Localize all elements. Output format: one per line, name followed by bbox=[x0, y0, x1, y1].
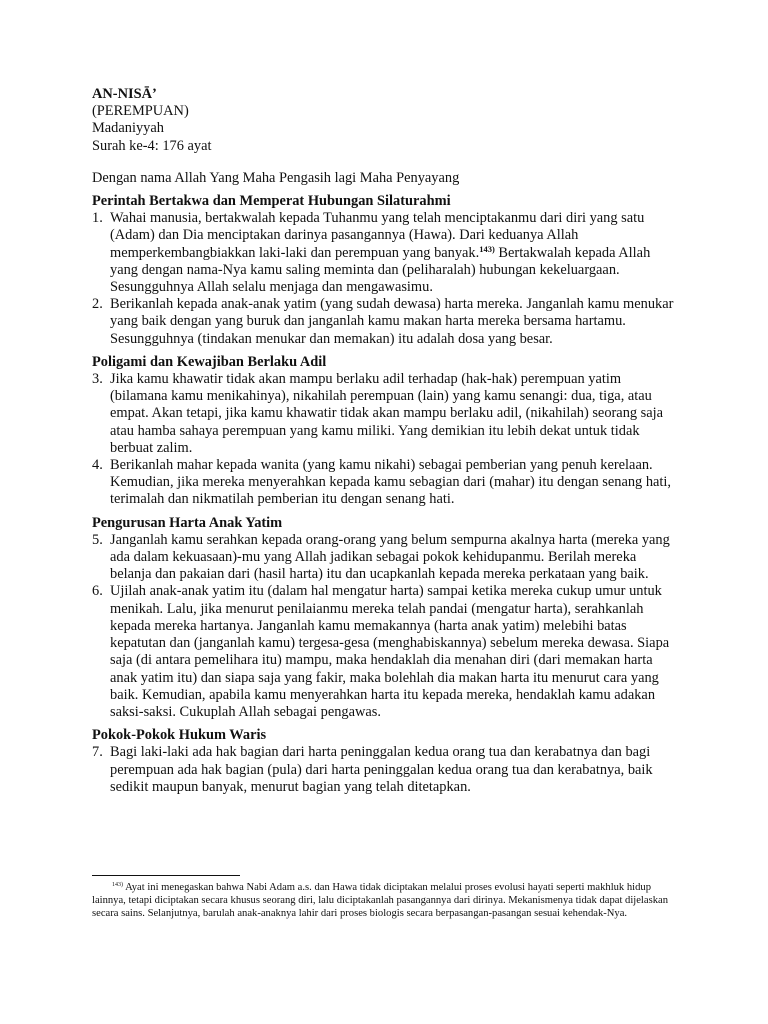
section-2 bbox=[92, 354, 676, 509]
verse-item bbox=[92, 457, 676, 509]
verse-item bbox=[92, 371, 676, 457]
verse-item bbox=[92, 532, 676, 584]
verse-text: Jika kamu khawatir tidak akan mampu berlaku adil terhadap (hak-hak) perempuan yatim (bilamana kamu menikahinya), nikahilah perempuan (lain) yang kamu senangi: dua, tiga, atau empat. Akan tetapi, jika kamu khawatir tidak akan mampu berlaku adil, (nikahilah) seorang saja atau hamba sahaya perempuan yang kamu miliki. Yang demikian itu lebih dekat untuk tidak berbuat zalim. bbox=[110, 371, 664, 456]
surah-title: AN-NISĀ’ bbox=[92, 86, 157, 102]
surah-place: Madaniyyah bbox=[92, 120, 164, 137]
verse-number: 7. bbox=[92, 744, 103, 761]
verse-number: 6. bbox=[92, 583, 103, 600]
verse-number: 1. bbox=[92, 210, 103, 227]
verse-item bbox=[92, 296, 676, 348]
verse-text: Berikanlah kepada anak-anak yatim (yang sudah dewasa) harta mereka. Janganlah kamu menukar yang baik dengan yang buruk dan janganlah kamu makan harta mereka bersama hartamu. Sesungguhnya (tindakan menukar dan memakan) itu adalah dosa yang besar. bbox=[110, 296, 674, 347]
verse-item bbox=[92, 210, 676, 296]
verse-number: 3. bbox=[92, 371, 103, 388]
section-1 bbox=[92, 193, 676, 348]
footnote bbox=[92, 881, 676, 921]
verse-text: Ujilah anak-anak yatim itu (dalam hal mengatur harta) sampai ketika mereka cukup umur untuk menikah. Lalu, jika menurut penilaianmu mereka telah pandai (mengatur harta), serahkanlah kepada mereka hartanya. Janganlah kamu memakannya (harta anak yatim) melebihi batas kepatutan dan (janganlah kamu) tergesa-gesa (menghabiskannya) sebelum mereka dewasa. Siapa saja (di antara pemelihara itu) mampu, maka hendaklah dia menahan diri (dari memakan harta anak yatim itu) dan siapa saja yang fakir, maka bolehlah dia makan harta itu menurut cara yang baik. Kemudian, apabila kamu menyerahkan harta itu kepada mereka, hendaklah kamu adakan saksi-saksi. Cukuplah Allah sebagai pengawas. bbox=[110, 583, 670, 720]
verse-item bbox=[92, 744, 676, 796]
footnote-text: Ayat ini menegaskan bahwa Nabi Adam a.s. dan Hawa tidak diciptakan melalui proses evolusi hayati seperti makhluk hidup lainnya, tetapi diciptakan secara khusus seorang diri, lalu diciptakanlah pasangannya dari dirinya. Mekanismenya tidak dapat dijelaskan secara sains. Selanjutnya, barulah anak-anaknya lahir dari proses biologis secara berpasangan-pasangan sesuai kehendak-Nya. bbox=[92, 882, 668, 920]
footnote-separator bbox=[92, 875, 240, 876]
footnote-number: 143) bbox=[112, 882, 123, 888]
verse-list bbox=[92, 210, 676, 348]
footnote-ref[interactable]: 143) bbox=[479, 243, 495, 254]
section-heading: Poligami dan Kewajiban Berlaku Adil bbox=[92, 353, 327, 370]
surah-info: Surah ke-4: 176 ayat bbox=[92, 137, 212, 154]
verse-list bbox=[92, 532, 676, 721]
section-3 bbox=[92, 515, 676, 721]
verse-number: 5. bbox=[92, 531, 103, 548]
section-heading: Perintah Bertakwa dan Memperat Hubungan Silaturahmi bbox=[92, 193, 451, 210]
verse-item bbox=[92, 583, 676, 721]
verse-text-continued: Bertakwalah kepada Allah yang dengan nama-Nya kamu saling meminta dan (peliharalah) hubungan kekeluargaan. Sesungguhnya Allah selalu menjaga dan mengawasimu. bbox=[110, 244, 651, 296]
surah-header bbox=[92, 86, 676, 155]
section-heading: Pokok-Pokok Hukum Waris bbox=[92, 727, 267, 744]
verse-number: 4. bbox=[92, 457, 103, 474]
verse-list bbox=[92, 744, 676, 796]
section-4 bbox=[92, 727, 676, 796]
verse-text: Berikanlah mahar kepada wanita (yang kamu nikahi) sebagai pemberian yang penuh kerelaan. Kemudian, jika mereka menyerahkan kepada kamu sebagian dari (mahar) itu dengan senang hati, terimalah dan nikmatilah pemberian itu dengan senang hati. bbox=[110, 457, 672, 508]
verse-text: Wahai manusia, bertakwalah kepada Tuhanmu yang telah menciptakanmu dari diri yang satu (Adam) dan Dia menciptakan darinya pasangannya (Hawa). Dari keduanya Allah memperkembangbiakkan laki-laki dan perempuan yang banyak. bbox=[110, 210, 645, 261]
verse-list bbox=[92, 371, 676, 509]
verse-text: Janganlah kamu serahkan kepada orang-orang yang belum sempurna akalnya harta (mereka yang ada dalam kekuasaan)-mu yang Allah jadikan sebagai pokok kehidupanmu. Berilah mereka belanja dan pakaian dari (hasil harta) itu dan ucapkanlah kepada mereka perkataan yang baik. bbox=[110, 531, 670, 583]
surah-subtitle: (PEREMPUAN) bbox=[92, 103, 189, 120]
basmalah: Dengan nama Allah Yang Maha Pengasih lagi Maha Penyayang bbox=[92, 169, 460, 186]
verse-text: Bagi laki-laki ada hak bagian dari harta peninggalan kedua orang tua dan kerabatnya dan bagi perempuan ada hak bagian (pula) dari harta peninggalan kedua orang tua dan kerabatnya, baik sedikit maupun banyak, menurut bagian yang telah ditetapkan. bbox=[110, 744, 653, 795]
section-heading: Pengurusan Harta Anak Yatim bbox=[92, 514, 283, 531]
verse-number: 2. bbox=[92, 296, 103, 313]
document-page bbox=[92, 86, 676, 796]
